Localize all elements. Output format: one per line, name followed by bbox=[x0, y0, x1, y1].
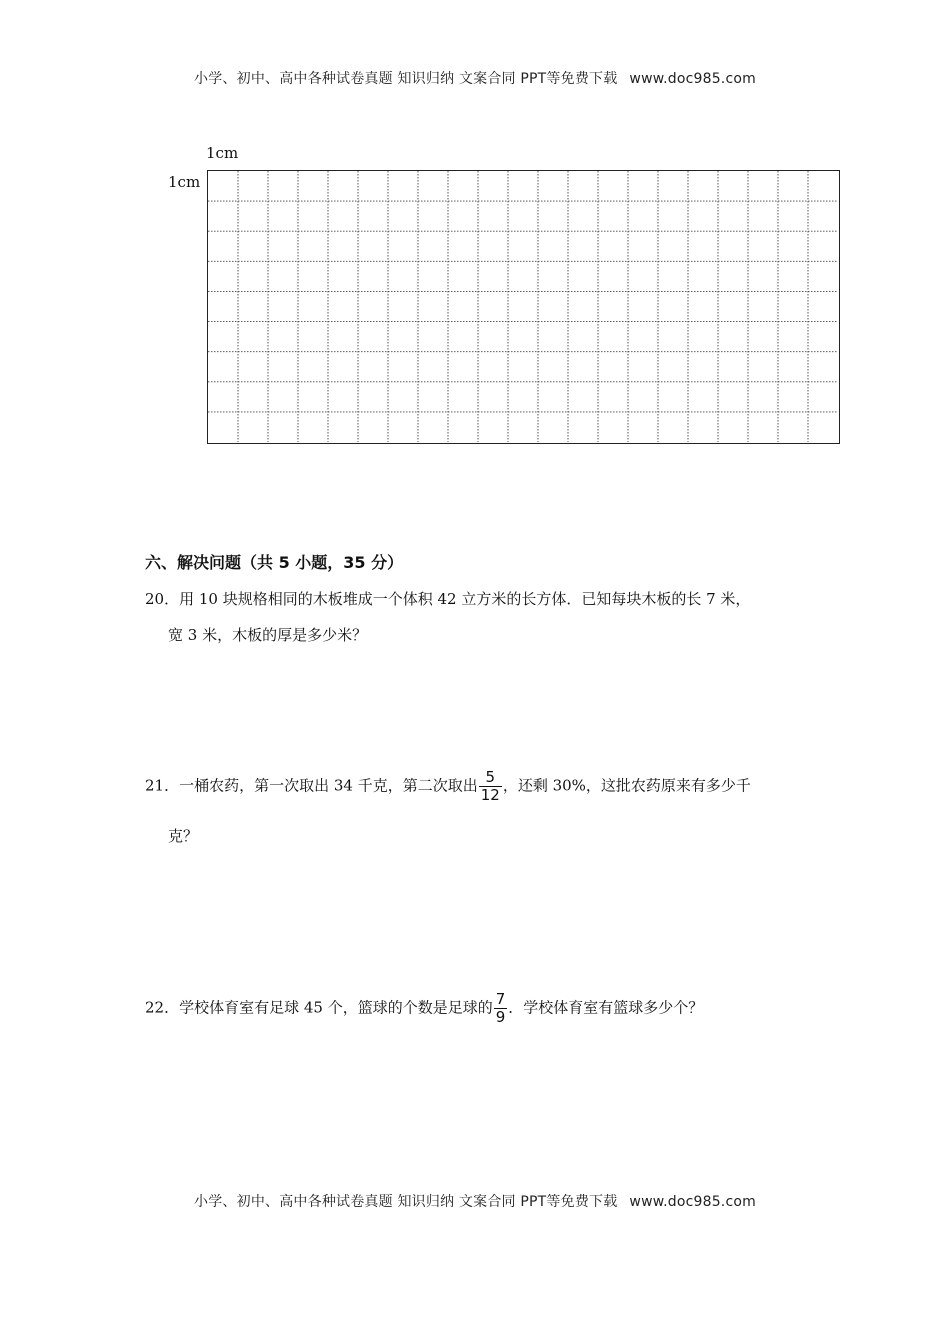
footer-text: 小学、初中、高中各种试卷真题 知识归纳 文案合同 PPT等免费下载 bbox=[194, 1194, 618, 1210]
question-21-line2: 克？ bbox=[168, 827, 199, 845]
fraction-denominator: 12 bbox=[480, 786, 500, 804]
question-text: 用 10 块规格相同的木板堆成一个体积 42 立方米的长方体．已知每块木板的长 7 米， bbox=[179, 590, 751, 608]
fraction-numerator: 5 bbox=[485, 768, 496, 786]
question-20-line2: 宽 3 米，木板的厚是多少米？ bbox=[168, 626, 368, 644]
question-20-line1 bbox=[145, 588, 750, 610]
grid-lines bbox=[208, 171, 838, 442]
question-number: 20． bbox=[145, 590, 180, 608]
question-text: 一桶农药，第一次取出 34 千克，第二次取出 bbox=[179, 776, 478, 795]
question-text-after: ．学校体育室有篮球多少个？ bbox=[508, 998, 704, 1017]
section-title: 六、解决问题（共 5 小题，35 分） bbox=[145, 553, 404, 572]
grid-label-top: 1cm bbox=[206, 144, 239, 162]
question-number: 21． bbox=[145, 776, 180, 795]
grid-label-left: 1cm bbox=[168, 173, 201, 191]
question-text: 学校体育室有足球 45 个，篮球的个数是足球的 bbox=[179, 998, 493, 1017]
question-text-after: ，还剩 30%，这批农药原来有多少千 bbox=[502, 776, 751, 795]
page-header bbox=[0, 68, 950, 88]
dotted-grid bbox=[207, 170, 840, 444]
header-text: 小学、初中、高中各种试卷真题 知识归纳 文案合同 PPT等免费下载 bbox=[194, 71, 618, 87]
question-21-line1 bbox=[145, 770, 751, 803]
fraction-numerator: 7 bbox=[495, 990, 506, 1008]
footer-site: www.doc985.com bbox=[629, 1194, 756, 1210]
page-footer bbox=[0, 1191, 950, 1211]
header-site: www.doc985.com bbox=[629, 71, 756, 87]
fraction-denominator: 9 bbox=[495, 1008, 506, 1026]
fraction bbox=[479, 770, 502, 803]
question-number: 22． bbox=[145, 998, 180, 1017]
fraction bbox=[494, 992, 508, 1025]
question-22 bbox=[145, 992, 703, 1025]
